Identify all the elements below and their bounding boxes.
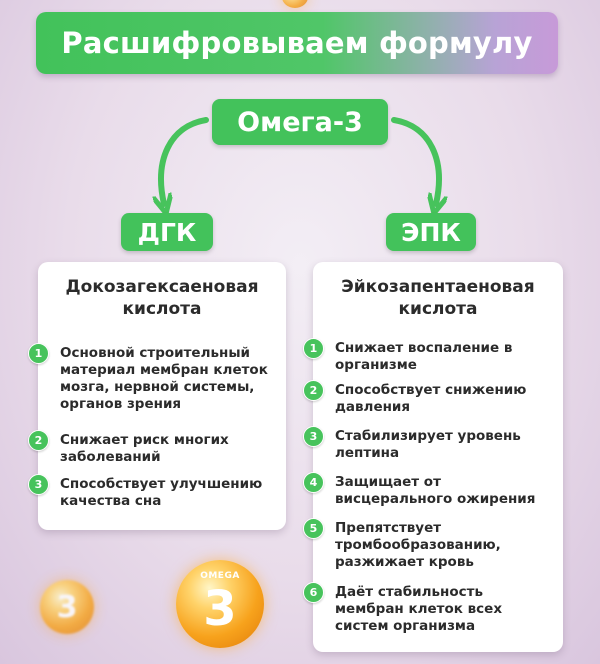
number-badge: 1	[28, 343, 49, 364]
capsule-number: 3	[203, 581, 237, 637]
number-badge: 3	[28, 474, 49, 495]
list-item	[34, 432, 278, 466]
page-title: Расшифровываем формулу	[61, 26, 533, 60]
number-badge: 1	[303, 338, 324, 359]
list-item	[34, 476, 278, 510]
epa-card	[309, 262, 563, 652]
number-badge: 6	[303, 582, 324, 603]
capsule-label: OMEGA	[200, 571, 240, 581]
dha-label: ДГК	[121, 213, 213, 251]
number-badge: 3	[303, 426, 324, 447]
list-item-text: Защищает от висцерального ожирения	[335, 474, 536, 507]
capsule-small-number: 3	[56, 589, 78, 625]
dha-card-title: Докозагексаеновая кислота	[65, 277, 259, 319]
list-item-text: Способствует снижению давления	[335, 382, 527, 415]
list-item	[309, 520, 555, 571]
list-item-text: Снижает риск многих заболеваний	[60, 432, 229, 465]
arrow-right	[394, 120, 439, 204]
list-item-text: Снижает воспаление в организме	[335, 340, 513, 373]
arrow-left	[161, 120, 206, 204]
list-item-text: Основной строительный материал мембран клеток мозга, нервной системы, органов зрения	[60, 345, 268, 412]
list-item-text: Даёт стабильность мембран клеток всех систем организма	[335, 584, 503, 634]
number-badge: 4	[303, 472, 324, 493]
list-item-text: Способствует улучшению качества сна	[60, 476, 263, 509]
list-item-text: Стабилизирует уровень лептина	[335, 428, 521, 461]
list-item	[309, 382, 555, 416]
list-item	[309, 584, 555, 635]
omega3-capsule-small	[40, 580, 94, 634]
list-item-text: Препятствует тромбообразованию, разжижает кровь	[335, 520, 501, 570]
number-badge: 2	[303, 380, 324, 401]
list-item	[309, 340, 555, 374]
number-badge: 5	[303, 518, 324, 539]
list-item	[309, 428, 555, 462]
number-badge: 2	[28, 430, 49, 451]
omega3-label: Омега-3	[212, 99, 388, 145]
epa-label: ЭПК	[386, 213, 476, 251]
omega3-capsule-big	[176, 560, 264, 648]
list-item	[309, 474, 555, 508]
dha-card	[34, 262, 286, 530]
list-item	[34, 345, 278, 413]
epa-card-title: Эйкозапентаеновая кислота	[341, 277, 535, 319]
